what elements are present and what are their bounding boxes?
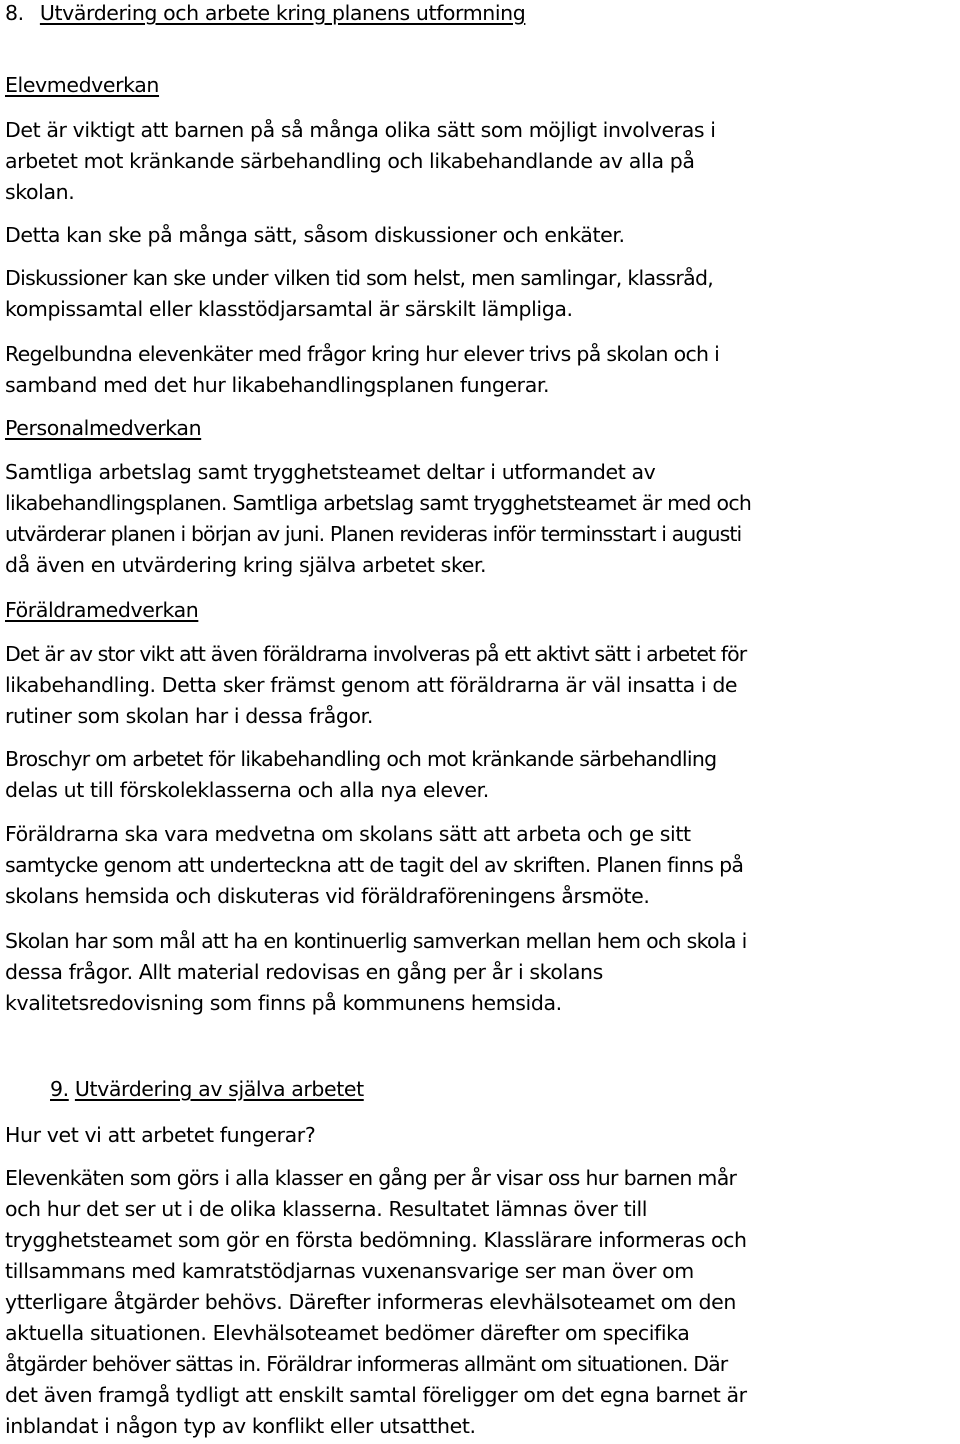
foraldramedverkan-paragraph-2 bbox=[5, 744, 716, 806]
text-line: skolans hemsida och diskuteras vid föräldraföreningens årsmöte. bbox=[5, 884, 650, 908]
elevmedverkan-heading: Elevmedverkan bbox=[5, 73, 160, 97]
text-line: ytterligare åtgärder behövs. Därefter informeras elevhälsoteamet om den bbox=[5, 1290, 736, 1314]
text-line: arbetet mot kränkande särbehandling och likabehandlande av alla på bbox=[5, 149, 695, 173]
text-line: då även en utvärdering kring själva arbetet sker. bbox=[5, 553, 487, 577]
text-line: samband med det hur likabehandlingsplanen fungerar. bbox=[5, 373, 550, 397]
text-line: skolan. bbox=[5, 180, 75, 204]
text-line: Regelbundna elevenkäter med frågor kring hur elever trivs på skolan och i bbox=[5, 342, 720, 366]
section-8-title: Utvärdering och arbete kring planens utformning bbox=[39, 1, 526, 25]
text-line: trygghetsteamet som gör en första bedömning. Klasslärare informeras och bbox=[5, 1228, 747, 1252]
elevmedverkan-paragraph-3 bbox=[5, 263, 713, 325]
text-line: delas ut till förskoleklasserna och alla nya elever. bbox=[5, 778, 489, 802]
foraldramedverkan-paragraph-3 bbox=[5, 819, 743, 912]
elevmedverkan-paragraph-1 bbox=[5, 115, 716, 208]
section-9-title: Utvärdering av själva arbetet bbox=[74, 1077, 364, 1101]
section-9-question: Hur vet vi att arbetet fungerar? bbox=[5, 1123, 316, 1147]
text-line: likabehandlingsplanen. Samtliga arbetslag samt trygghetsteamet är med och bbox=[5, 491, 752, 515]
text-line: Diskussioner kan ske under vilken tid som helst, men samlingar, klassråd, bbox=[5, 266, 714, 290]
text-line: tillsammans med kamratstödjarnas vuxenansvarige ser man över om bbox=[5, 1259, 694, 1283]
text-line: kvalitetsredovisning som finns på kommunens hemsida. bbox=[5, 991, 562, 1015]
text-line: och hur det ser ut i de olika klasserna. Resultatet lämnas över till bbox=[5, 1197, 648, 1221]
text-line: Skolan har som mål att ha en kontinuerlig samverkan mellan hem och skola i bbox=[5, 929, 747, 953]
text-line: det även framgå tydligt att enskilt samtal föreligger om det egna barnet är bbox=[5, 1383, 747, 1407]
text-line: Föräldrarna ska vara medvetna om skolans sätt att arbeta och ge sitt bbox=[5, 822, 691, 846]
text-line: kompissamtal eller klasstödjarsamtal är särskilt lämpliga. bbox=[5, 297, 573, 321]
text-line: utvärderar planen i början av juni. Planen revideras inför terminsstart i augusti bbox=[5, 522, 742, 546]
section-8-heading bbox=[5, 0, 525, 29]
personalmedverkan-heading: Personalmedverkan bbox=[5, 416, 202, 440]
section-8-number: 8. bbox=[5, 1, 24, 25]
elevmedverkan-paragraph-4 bbox=[5, 339, 719, 401]
text-line: Broschyr om arbetet för likabehandling och mot kränkande särbehandling bbox=[5, 747, 717, 771]
section-9-heading bbox=[50, 1074, 364, 1105]
text-line: dessa frågor. Allt material redovisas en gång per år i skolans bbox=[5, 960, 603, 984]
text-line: likabehandling. Detta sker främst genom att föräldrarna är väl insatta i de bbox=[5, 673, 738, 697]
elevmedverkan-paragraph-2 bbox=[5, 220, 625, 251]
section-9-paragraph-1 bbox=[5, 1163, 747, 1442]
section-9-number: 9. bbox=[50, 1077, 69, 1101]
text-line: Det är av stor vikt att även föräldrarna involveras på ett aktivt sätt i arbetet för bbox=[5, 642, 747, 666]
text-line: inblandat i någon typ av konflikt eller utsatthet. bbox=[5, 1414, 476, 1438]
text-line: åtgärder behöver sättas in. Föräldrar informeras allmänt om situationen. Där bbox=[5, 1352, 728, 1376]
text-line: samtycke genom att underteckna att de tagit del av skriften. Planen finns på bbox=[5, 853, 744, 877]
foraldramedverkan-paragraph-4 bbox=[5, 926, 747, 1019]
text-line: Elevenkäten som görs i alla klasser en gång per år visar oss hur barnen mår bbox=[5, 1166, 737, 1190]
foraldramedverkan-heading: Föräldramedverkan bbox=[5, 598, 199, 622]
text-line: rutiner som skolan har i dessa frågor. bbox=[5, 704, 373, 728]
text-line: aktuella situationen. Elevhälsoteamet bedömer därefter om specifika bbox=[5, 1321, 690, 1345]
text-line: Detta kan ske på många sätt, såsom diskussioner och enkäter. bbox=[5, 223, 625, 247]
text-line: Samtliga arbetslag samt trygghetsteamet deltar i utformandet av bbox=[5, 460, 656, 484]
text-line: Det är viktigt att barnen på så många olika sätt som möjligt involveras i bbox=[5, 118, 716, 142]
foraldramedverkan-paragraph-1 bbox=[5, 639, 746, 732]
personalmedverkan-paragraph-1 bbox=[5, 457, 751, 581]
